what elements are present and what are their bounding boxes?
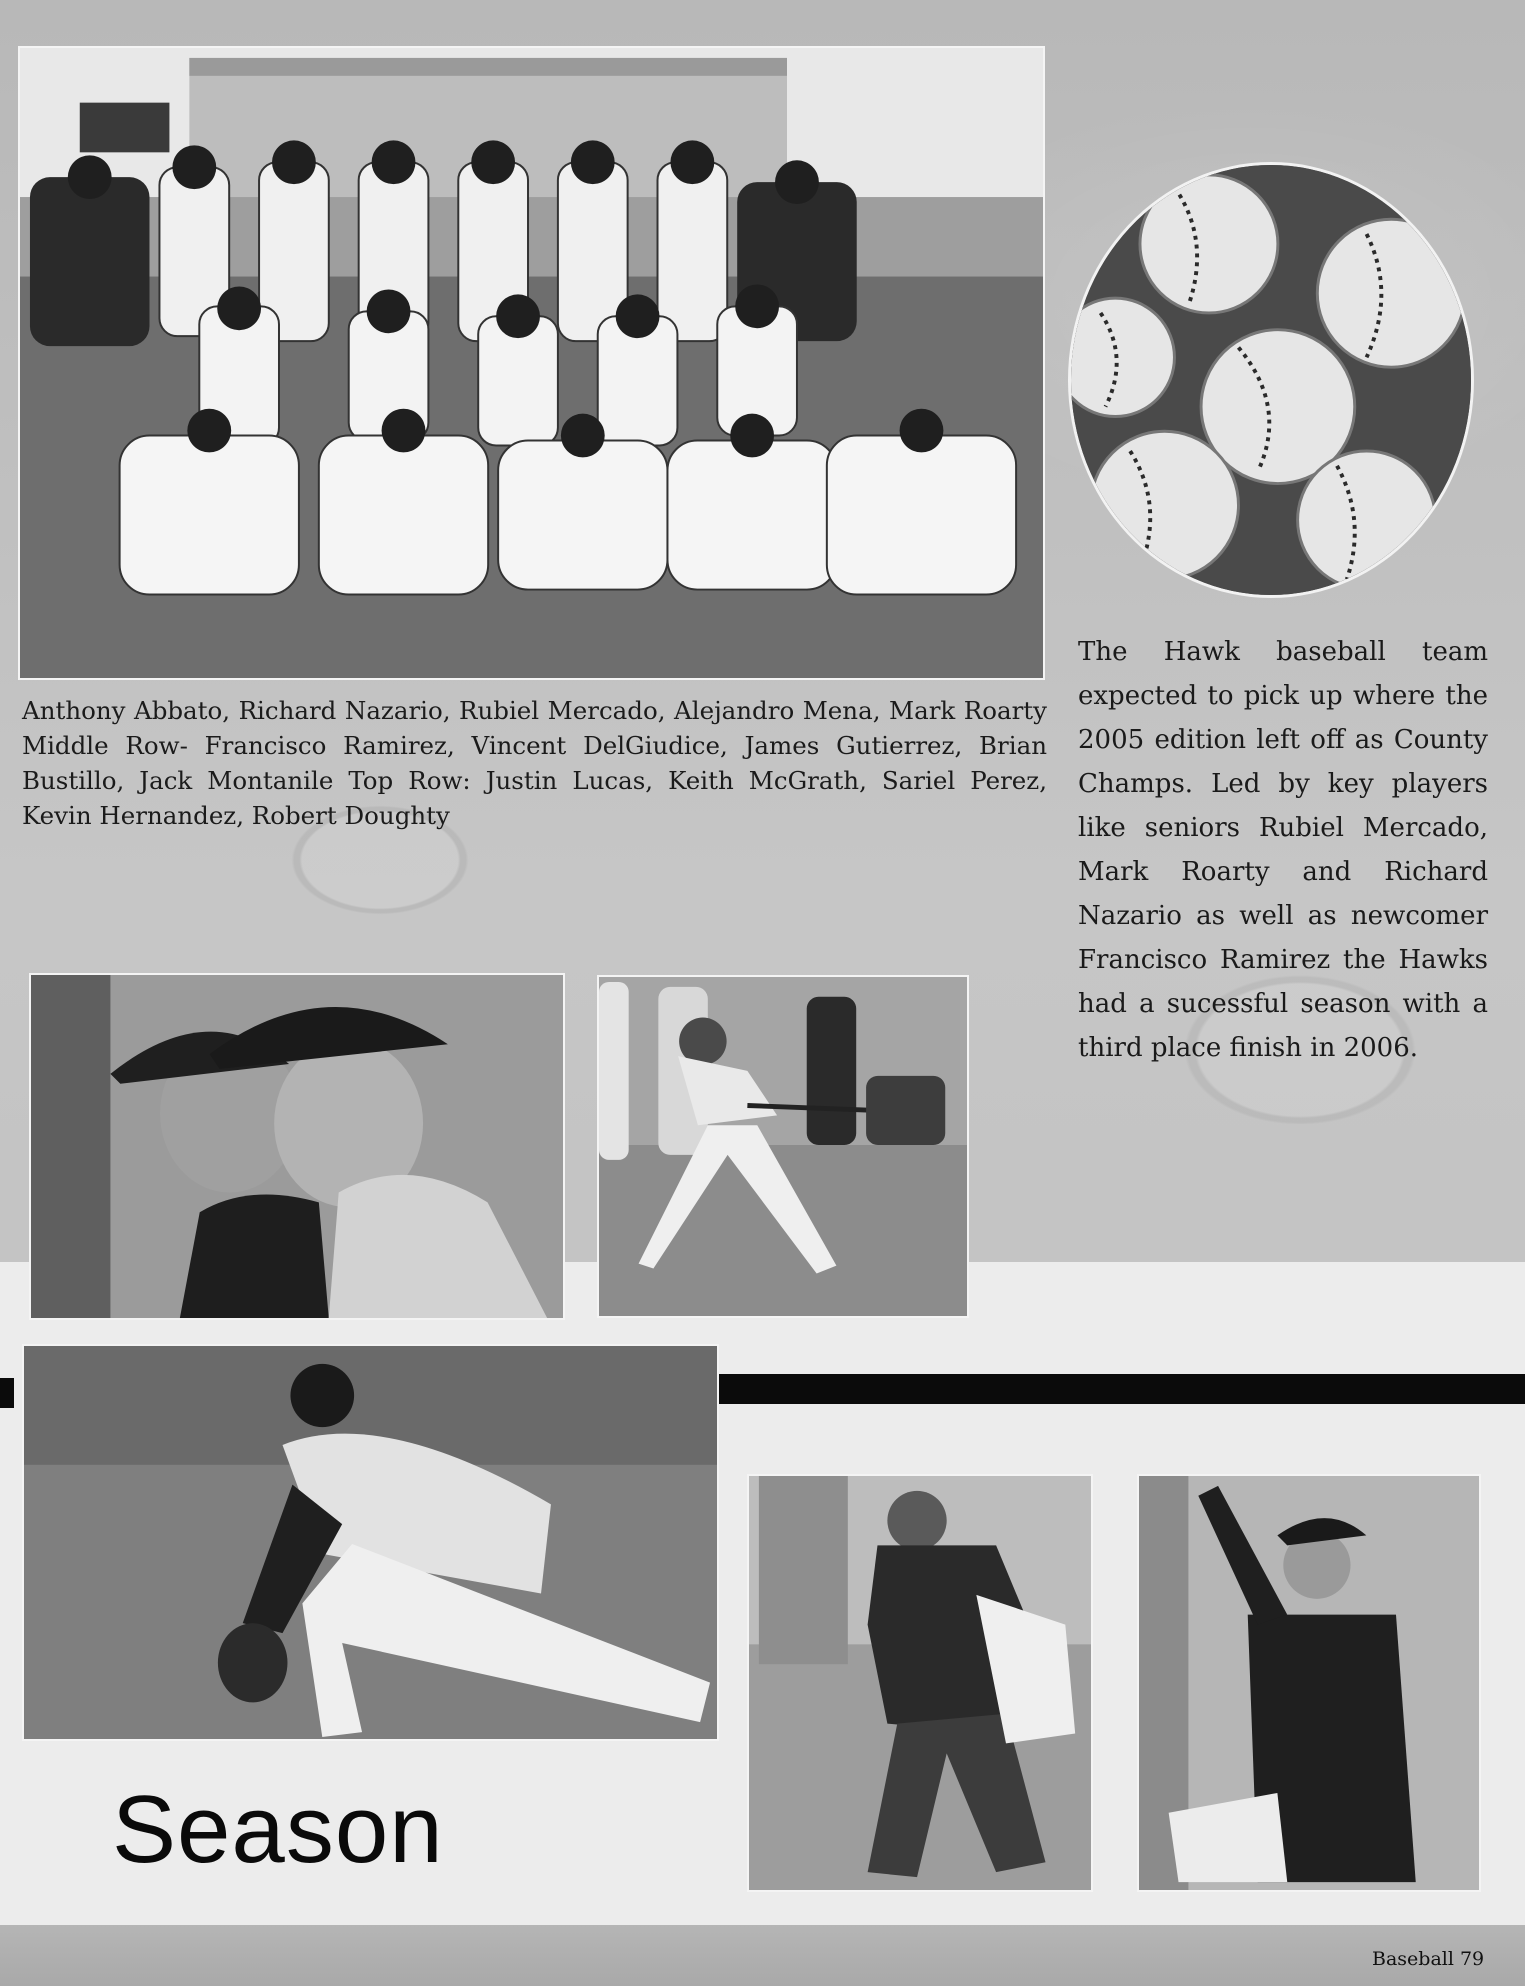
coach-photo — [1137, 1474, 1481, 1892]
season-story-text: The Hawk baseball team expected to pick up where the 2005 edition left off as County Champs. Led by key players like seniors Rubiel Mercado, Mark Roarty and Richard Nazario as well as newcomer Francisco Ramirez the Hawks had a sucessful season with a third place finish in 2006. — [1078, 637, 1488, 1063]
players-closeup-photo — [29, 973, 565, 1320]
team-photo — [18, 46, 1045, 680]
catcher-photo — [747, 1474, 1093, 1892]
fielder-photo — [22, 1344, 719, 1741]
team-photo-caption: Anthony Abbato, Richard Nazario, Rubiel Mercado, Alejandro Mena, Mark Roarty Middle Row- Francisco Ramirez, Vincent DelGiudice, James Gutierrez, Brian Bustillo, Jack Montanile Top Row: Justin Lucas, Keith McGrath, Sariel Perez, Kevin Hernandez, Robert Doughty — [22, 696, 1047, 830]
batter-photo — [597, 975, 969, 1318]
section-title: Season — [112, 1776, 444, 1883]
bottom-texture-strip — [0, 1925, 1525, 1986]
page-number: Baseball 79 — [1372, 1948, 1485, 1970]
black-divider-bar-left — [0, 1378, 14, 1408]
black-divider-bar — [718, 1374, 1525, 1404]
baseballs-photo — [1068, 162, 1474, 598]
